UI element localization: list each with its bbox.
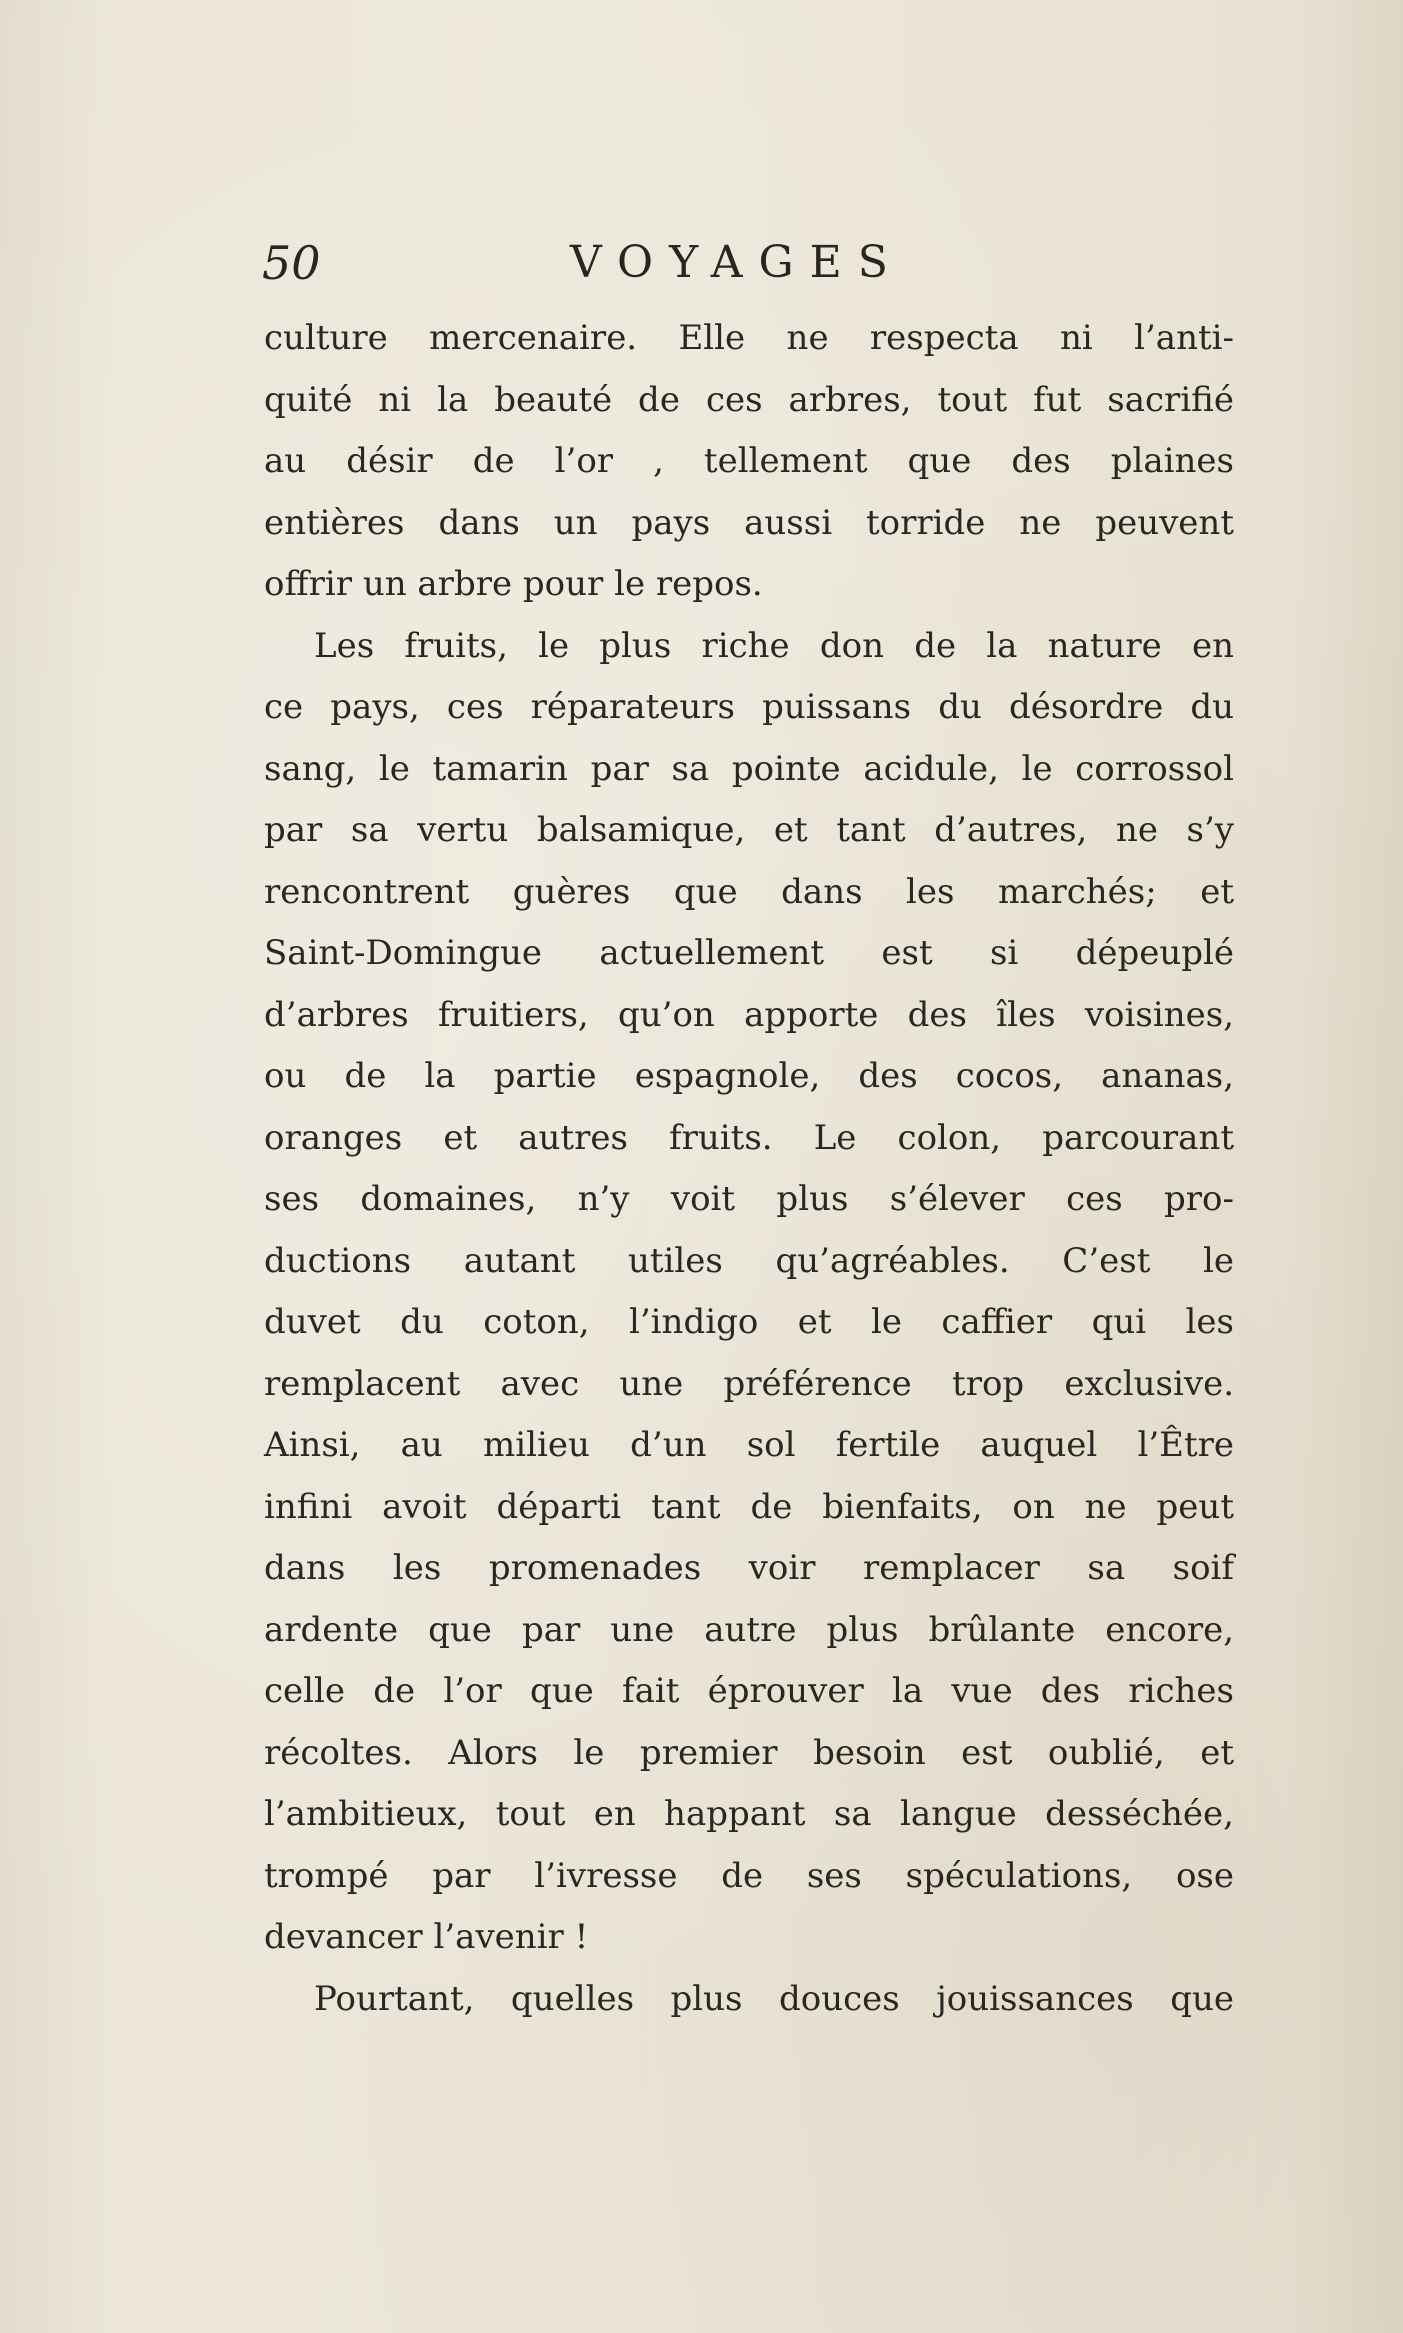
- text-line: ardente que par une autre plus brûlante encore,: [264, 1609, 1234, 1650]
- text-line: au désir de l’or , tellement que des plaines: [264, 441, 1234, 481]
- text-line: ce pays, ces réparateurs puissans du désordre du: [264, 687, 1234, 727]
- text-line: d’arbres fruitiers, qu’on apporte des îles voisines,: [264, 994, 1234, 1035]
- text-line: culture mercenaire. Elle ne respecta ni l’anti-: [264, 318, 1234, 358]
- text-line: rencontrent guères que dans les marchés; et: [264, 871, 1234, 912]
- text-line: Ainsi, au milieu d’un sol fertile auquel l’Être: [264, 1425, 1234, 1465]
- text-line: trompé par l’ivresse de ses spéculations, ose: [264, 1855, 1234, 1896]
- text-line: Saint-Domingue actuellement est si dépeuplé: [264, 933, 1234, 973]
- text-line: ses domaines, n’y voit plus s’élever ces pro-: [264, 1179, 1234, 1219]
- text-line: offrir un arbre pour le repos.: [264, 564, 763, 604]
- text-line: celle de l’or que fait éprouver la vue des riches: [264, 1671, 1234, 1711]
- text-line: ou de la partie espagnole, des cocos, ananas,: [264, 1056, 1234, 1096]
- text-line: devancer l’avenir !: [264, 1917, 589, 1957]
- text-line: quité ni la beauté de ces arbres, tout fut sacrifié: [264, 379, 1234, 420]
- running-title: VOYAGES: [570, 237, 904, 288]
- text-line: Les fruits, le plus riche don de la nature en: [314, 625, 1234, 666]
- text-line: sang, le tamarin par sa pointe acidule, le corrossol: [264, 748, 1234, 789]
- text-line: dans les promenades voir remplacer sa soif: [264, 1548, 1234, 1588]
- text-line: oranges et autres fruits. Le colon, parcourant: [264, 1117, 1234, 1158]
- text-line: infini avoit départi tant de bienfaits, on ne peut: [264, 1486, 1234, 1527]
- text-line: entières dans un pays aussi torride ne peuvent: [264, 502, 1234, 543]
- page-number: 50: [262, 236, 321, 290]
- body-text: [264, 308, 1234, 2030]
- text-line: ductions autant utiles qu’agréables. C’est le: [264, 1240, 1234, 1281]
- running-head: [262, 228, 942, 298]
- text-line: récoltes. Alors le premier besoin est oublié, et: [264, 1732, 1234, 1773]
- text-line: Pourtant, quelles plus douces jouissances que: [314, 1978, 1234, 2019]
- text-line: remplacent avec une préférence trop exclusive.: [264, 1363, 1234, 1404]
- text-line: duvet du coton, l’indigo et le caffier qui les: [264, 1302, 1234, 1342]
- text-line: par sa vertu balsamique, et tant d’autres, ne s’y: [264, 810, 1234, 850]
- text-line: l’ambitieux, tout en happant sa langue desséchée,: [264, 1794, 1234, 1834]
